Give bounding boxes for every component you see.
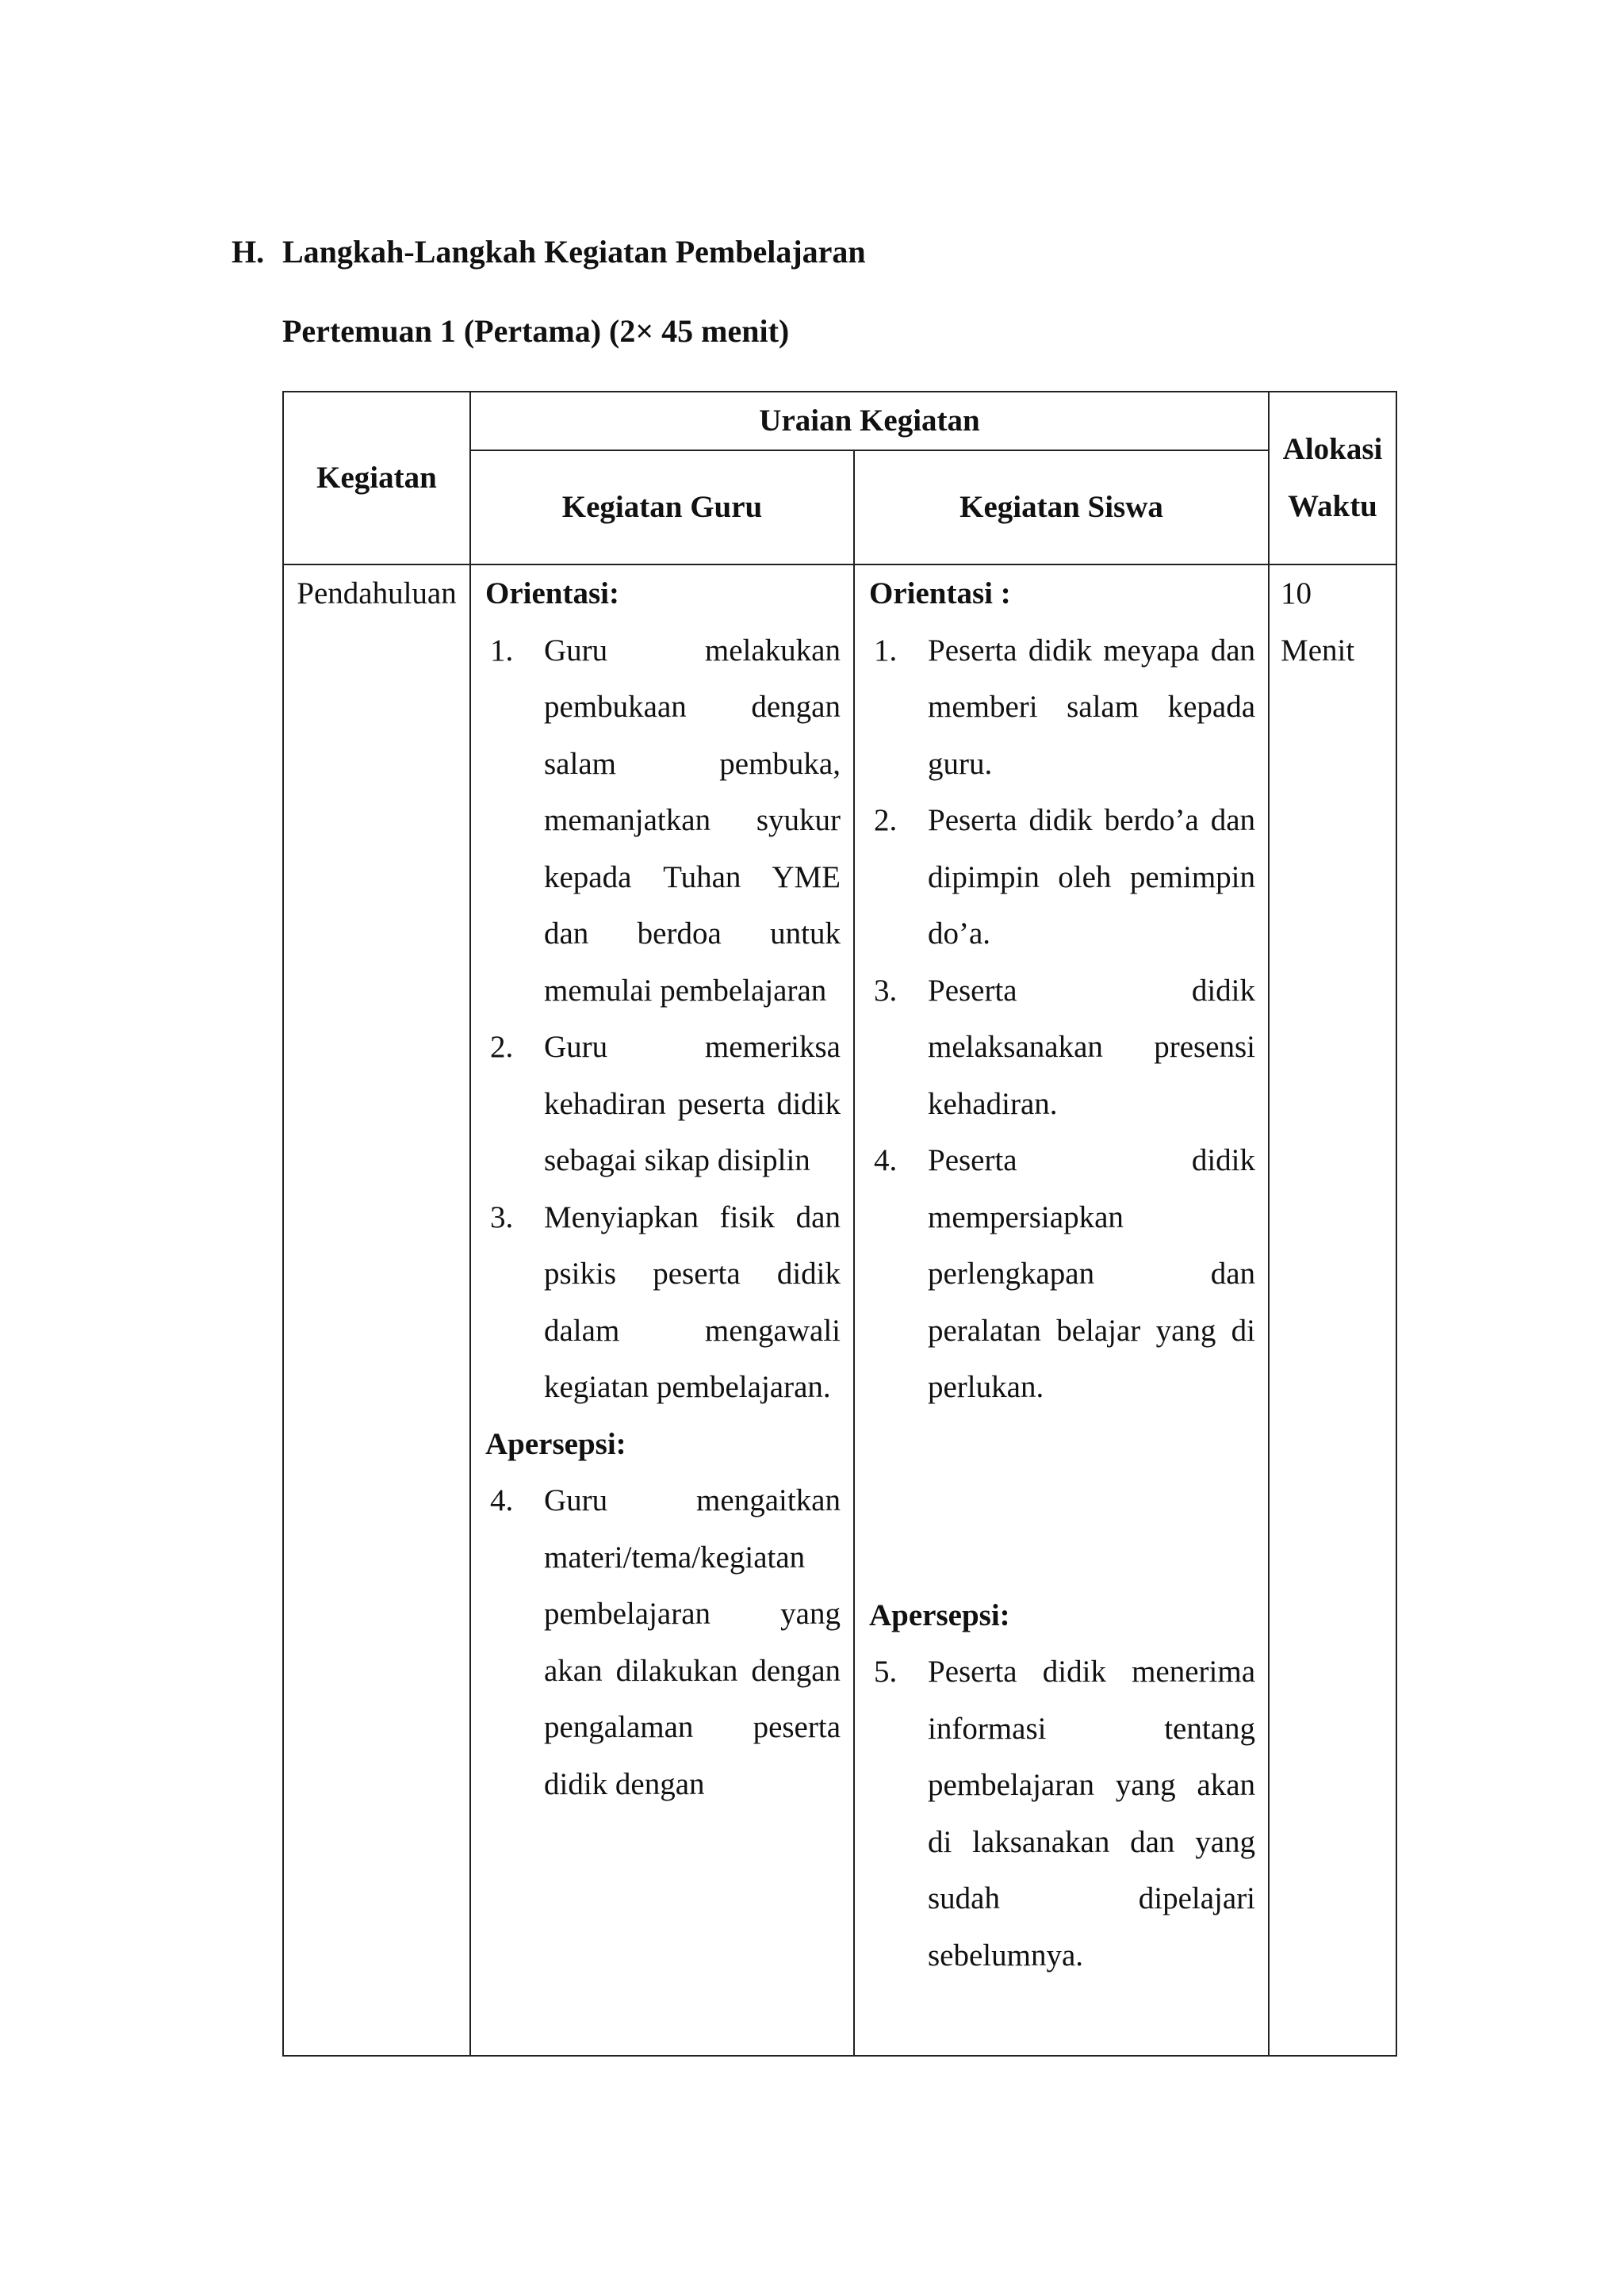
guru-orientasi-list <box>485 622 841 1416</box>
list-item: 5. Peserta didik menerima informasi tentang pembelajaran yang akan di laksanakan dan yang sudah dipelajari sebelumnya. <box>874 1655 1256 1973</box>
list-item: 1. Guru melakukan pembukaan dengan salam pembuka, memanjatkan syukur kepada Tuhan YME dan berdoa untuk memulai pembelajaran <box>490 633 841 1008</box>
section-title: Langkah-Langkah Kegiatan Pembelajaran <box>282 234 866 270</box>
list-item: 4. Peserta didik mempersiapkan perlengkapan dan peralatan belajar yang di perlukan. <box>874 1143 1256 1404</box>
list-item: 4. Guru mengaitkan materi/tema/kegiatan pembelajaran yang akan dilakukan dengan pengalaman peserta didik dengan <box>490 1483 841 1801</box>
list-item: 3. Peserta didik melaksanakan presensi kehadiran. <box>874 973 1256 1121</box>
meeting-title: Pertemuan 1 (Pertama) (2× 45 menit) <box>282 313 790 349</box>
learning-activities-table <box>282 391 1397 2057</box>
section-heading <box>232 228 866 276</box>
siswa-apersepsi-list <box>869 1644 1255 1984</box>
header-kegiatan: Kegiatan <box>283 392 470 564</box>
kegiatan-guru-cell <box>470 564 854 2056</box>
list-item: 1. Peserta didik meyapa dan memberi salam kepada guru. <box>874 633 1256 781</box>
spacer <box>869 1416 1255 1473</box>
siswa-apersepsi-label: Apersepsi: <box>869 1598 1010 1632</box>
spacer <box>869 1530 1255 1587</box>
list-item: 3. Menyiapkan fisik dan psikis peserta didik dalam mengawali kegiatan pembelajaran. <box>490 1200 841 1404</box>
spacer <box>869 1473 1255 1530</box>
siswa-orientasi-list <box>869 622 1255 1416</box>
kegiatan-siswa-cell <box>854 564 1269 2056</box>
siswa-orientasi-label: Orientasi : <box>869 576 1011 610</box>
alokasi-waktu-value: 10 Menit <box>1269 564 1396 2056</box>
header-kegiatan-siswa: Kegiatan Siswa <box>854 450 1269 564</box>
table-row <box>283 564 1396 2056</box>
header-uraian-kegiatan: Uraian Kegiatan <box>470 392 1269 450</box>
header-alokasi-waktu: Alokasi Waktu <box>1269 392 1396 564</box>
kegiatan-name: Pendahuluan <box>283 564 470 2056</box>
guru-apersepsi-list <box>485 1472 841 1812</box>
list-item: 2. Peserta didik berdo’a dan dipimpin oleh pemimpin do’a. <box>874 803 1256 951</box>
guru-orientasi-label: Orientasi: <box>485 576 619 610</box>
guru-apersepsi-label: Apersepsi: <box>485 1426 626 1461</box>
list-item: 2. Guru memeriksa kehadiran peserta didik sebagai sikap disiplin <box>490 1030 841 1177</box>
table-header-row <box>283 392 1396 450</box>
header-kegiatan-guru: Kegiatan Guru <box>470 450 854 564</box>
section-number: H. <box>232 234 265 270</box>
